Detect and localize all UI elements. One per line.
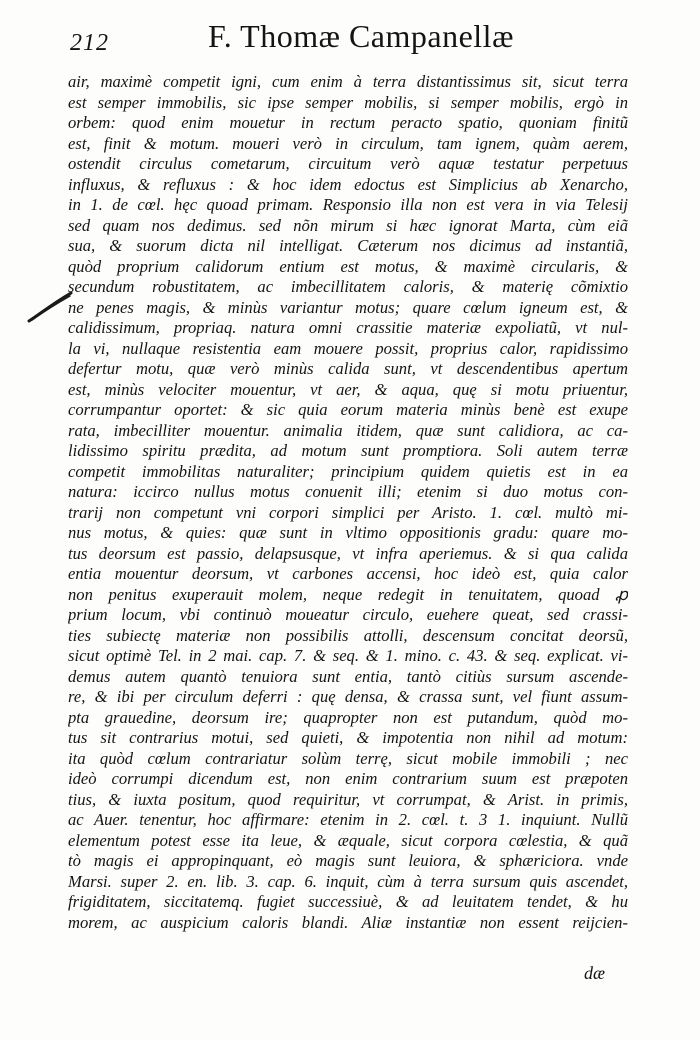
catchword: dæ [584,963,606,983]
text-line: tò magis ei appropinquant, eò magis sunt leuiora, & sphæriciora. vnde [68,851,628,870]
text-line: Marsi. super 2. en. lib. 3. cap. 6. inquit, cùm à terra sursum quis ascendet, [68,871,628,891]
text-line: entia mouentur deorsum, vt carbones accensi, hoc ideò est, quia calor [68,564,628,583]
text-line: rata, imbecilliter mouentur. animalia itidem, quæ sunt calidiora, ac ca- [68,420,628,440]
page-header [70,14,630,64]
text-line: nus motus, & quies: quæ sunt in vltimo oppositionis gradu: quare mo- [68,523,628,542]
text-line: ostendit circulus cometarum, circuitum verò aquæ testatur perpetuus [68,154,628,173]
text-line: tius, & iuxta positum, quod requiritur, vt corrumpat, & Arist. in primis, [68,789,628,809]
page-number: 212 [70,30,109,56]
text-line: secundum robustitatem, ac imbecillitatem caloris, & materię cõmixtio [68,277,628,296]
text-line: tus sit contrarius motui, sed quieti, & impotentia non nihil ad motum: [68,728,628,747]
text-line: morem, ac auspicium caloris blandi. Aliæ instantiæ non essent reijcien- [68,912,628,932]
text-line: in 1. de cœl. hęc quoad primam. Responsio illa non est vera in via Telesij [68,195,628,214]
text-line: air, maximè competit igni, cum enim à terra distantissimus sit, sicut terra [68,72,628,91]
text-line: frigiditatem, siccitatemq. fugiet successiuè, & ad leuitatem tendet, & hu [68,892,628,911]
text-line: calidissimum, propriaq. natura omni crassitie materiæ expoliatũ, vt nul- [68,318,628,337]
text-line: est, minùs velociter mouentur, vt aer, & aqua, quę si motu priuentur, [68,379,628,399]
text-line: sua, & suorum dicta nil intelligat. Cæterum nos dicimus ad instantiã, [68,236,628,255]
text-line: ac Auer. tenentur, hoc affirmare: etenim in 2. cœl. t. 3 1. inquiunt. Nullũ [68,810,628,829]
text-line: est, finit & motum. moueri verò in circulum, tam ignem, quàm aerem, [68,133,628,153]
running-title: F. Thomæ Campanellæ [208,18,514,54]
text-line: influxus, & refluxus : & hoc idem edoctus est Simplicius ab Xenarcho, [68,174,628,194]
text-line: demus autem quantò tenuiora sunt entia, tantò citiùs sursum ascende- [68,666,628,686]
text-line: lidissimo spiritu prædita, ad motum sunt promptiora. Soli autem terræ [68,441,628,460]
text-line: sicut optimè Tel. in 2 mai. cap. 7. & seq. & 1. mino. c. 43. & seq. explicat. vi- [68,646,628,665]
text-line: tus deorsum est passio, delapsusque, vt infra aperiemus. & si qua calida [68,543,628,563]
text-line: defertur motu, quæ verò minùs calida sunt, vt descendentibus apertum [68,359,628,378]
marginal-pen-mark-icon [26,290,74,324]
text-line: quòd proprium calidorum entium est motus, & maximè circularis, & [68,256,628,276]
text-line: sed quam nos dedimus. sed nõn mirum si hæc ignorat Marta, cùm eiã [68,215,628,235]
text-line: prium locum, vbi continuò moueatur circulo, euehere queat, sed crassi- [68,605,628,624]
text-line: corrumpantur oportet: & sic quia eorum materia minùs benè est exupe [68,400,628,419]
text-line: trarij non competunt vni corpori simplici per Aristo. 1. cœl. multò mi- [68,502,628,522]
body-text [68,72,628,933]
text-line: est semper immobilis, sic ipse semper mobilis, si semper mobilis, ergò in [68,92,628,112]
text-line: la vi, nullaque resistentia eam mouere possit, proprius calor, rapidissimo [68,338,628,358]
text-line: non penitus exuperauit molem, neque redegit in tenuitatem, quoad ꝓ [68,584,628,604]
text-line: ties subiectę materiæ non possibilis attolli, descensum concitat deorsũ, [68,625,628,645]
text-line: orbem: quod enim mouetur in rectum peracto spatio, quoniam finitũ [68,113,628,132]
text-line: elementum potest esse ita leue, & æquale, sicut corpora cœlestia, & quã [68,830,628,850]
text-line: ideò corrumpi dicendum est, non enim contrarium suum est præpoten [68,769,628,788]
text-line: ita quòd cœlum contrariatur solùm terrę, sicut mobile immobili ; nec [68,748,628,768]
text-line: re, & ibi per circulum deferri : quę densa, & crassa sunt, vel fiunt assum- [68,687,628,706]
text-line: pta grauedine, deorsum ire; quapropter non est putandum, quòd mo- [68,707,628,727]
text-line: competit immobilitas naturaliter; principium quidem quietis est in ea [68,461,628,481]
text-line: natura: iccirco nullus motus conuenit illi; etenim si duo motus con- [68,482,628,501]
text-line: ne penes magis, & minùs variantur motus; quare cœlum igneum est, & [68,297,628,317]
